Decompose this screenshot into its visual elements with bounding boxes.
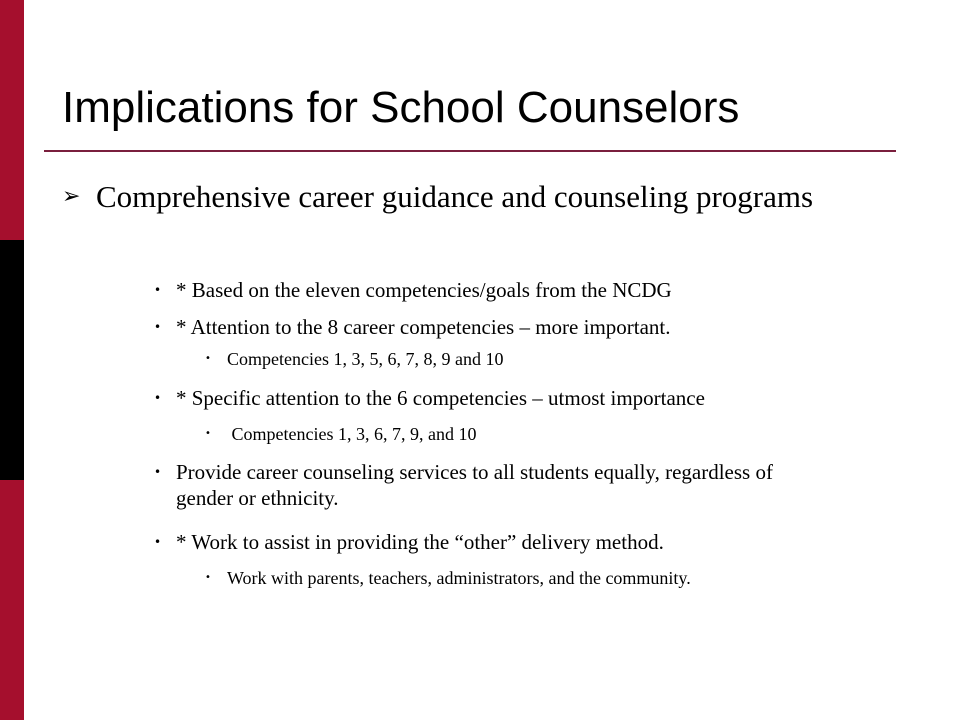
bullet-dot-icon: • [205,428,211,439]
bullet-dot-icon: • [205,353,211,364]
sub-sub-point [205,422,885,446]
sub-sub-point-text: Competencies 1, 3, 6, 7, 9, and 10 [227,424,477,444]
sub-point-text: * Based on the eleven competencies/goals from the NCDG [176,278,672,302]
bullet-dot-icon: • [154,535,162,549]
sub-sub-point-text: Work with parents, teachers, administrators, and the community. [227,568,691,588]
arrow-bullet-icon: ➢ [62,184,81,209]
sub-point-text: * Attention to the 8 career competencies – more important. [176,315,671,339]
sub-point-text: * Work to assist in providing the “other” delivery method. [176,530,664,554]
sub-point [154,385,874,411]
bullet-dot-icon: • [154,283,162,297]
main-point-text: Comprehensive career guidance and counseling programs [96,179,814,214]
bullet-dot-icon: • [154,465,162,479]
sub-sub-point [205,566,885,590]
sub-point [154,459,874,511]
sub-sub-point-text: Competencies 1, 3, 5, 6, 7, 8, 9 and 10 [227,349,504,369]
sub-point [154,277,874,303]
sub-point [154,529,874,555]
sub-point [154,314,874,340]
slide-title: Implications for School Counselors [62,83,740,132]
bullet-dot-icon: • [205,572,211,583]
sub-point-text: * Specific attention to the 6 competencies – utmost importance [176,386,705,410]
bullet-dot-icon: • [154,320,162,334]
sub-sub-point [205,347,885,371]
sub-point-text: Provide career counseling services to all students equally, regardless of gender or ethnicity. [176,460,773,510]
bullet-dot-icon: • [154,391,162,405]
